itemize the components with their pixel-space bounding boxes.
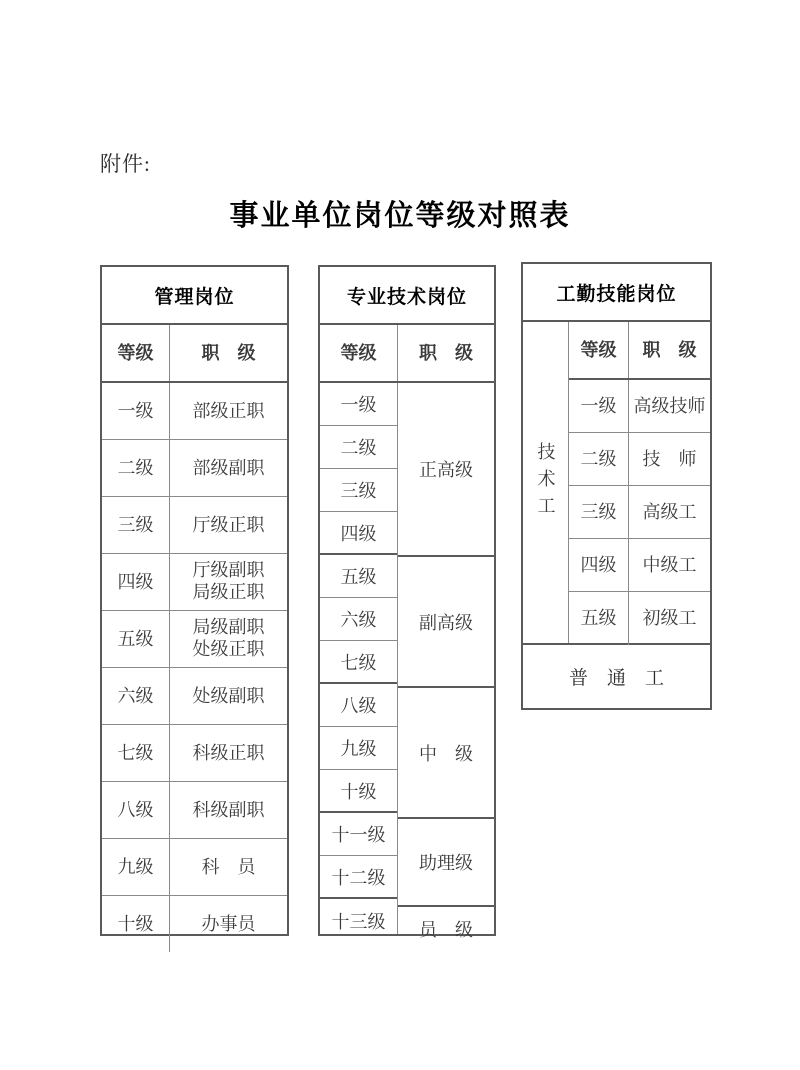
column-header-rank: 职 级: [642, 339, 697, 360]
level-cell: 十级: [102, 896, 170, 952]
level-cell: 十二级: [320, 856, 397, 899]
rank-cell: 科级正职: [192, 742, 265, 763]
page-title: 事业单位岗位等级对照表: [229, 200, 571, 232]
table-title-professional: 专业技术岗位: [320, 267, 494, 325]
rank-cell: 科 员: [201, 856, 256, 877]
table-row: [102, 725, 287, 782]
table-row: [569, 539, 710, 592]
table-header-row-management: [102, 325, 287, 383]
level-cell: 二级: [320, 426, 397, 469]
level-cell: 二级: [569, 433, 629, 485]
level-cell: 十三级: [331, 911, 386, 932]
level-cell: 五级: [320, 555, 397, 598]
rank-line-2: 局级正职: [192, 582, 265, 602]
rank-cell: 部级正职: [192, 400, 265, 421]
rank-cell: 处级副职: [192, 685, 265, 706]
level-cell: 三级: [569, 486, 629, 538]
rank-cell: 中 级: [398, 688, 494, 819]
level-cell: 九级: [102, 839, 170, 895]
level-cell: 五级: [569, 592, 629, 645]
table-title-management: 管理岗位: [102, 267, 287, 325]
level-cell: 七级: [320, 641, 397, 684]
vertical-label-cell: [523, 322, 569, 643]
level-cell: 六级: [320, 598, 397, 641]
rank-cell: 科级副职: [192, 799, 265, 820]
level-cell: 五级: [102, 611, 170, 667]
rank-cell: 中级工: [642, 554, 697, 575]
table-row: [102, 440, 287, 497]
rank-cell: [170, 611, 287, 667]
rank-column: [398, 383, 494, 940]
table-row: [102, 839, 287, 896]
column-header-level: 等级: [102, 325, 170, 381]
rank-cell: 部级副职: [192, 457, 265, 478]
level-cell: 一级: [320, 383, 397, 426]
level-cell: 十一级: [320, 813, 397, 856]
table-row: [569, 592, 710, 645]
level-cell: 三级: [320, 469, 397, 512]
rank-cell: 技 师: [642, 448, 697, 469]
table-row: [569, 433, 710, 486]
rank-cell: 员 级: [419, 919, 473, 940]
level-cell: 四级: [102, 554, 170, 610]
rank-cell: 助理级: [398, 819, 494, 907]
rank-cell: 高级工: [642, 501, 697, 522]
worker-footer-row: 普 通 工: [568, 668, 664, 689]
rank-line-1: 厅级副职: [192, 560, 265, 581]
level-cell: 一级: [569, 380, 629, 432]
table-row: [102, 668, 287, 725]
level-cell: 八级: [102, 782, 170, 838]
vertical-label-text: 技术工: [535, 442, 556, 523]
table-title-worker: 工勤技能岗位: [523, 264, 710, 322]
level-cell: 十级: [320, 770, 397, 813]
rank-line-2: 处级正职: [192, 639, 265, 659]
level-cell: 七级: [102, 725, 170, 781]
level-cell: 一级: [102, 383, 170, 439]
rank-cell: 正高级: [398, 383, 494, 557]
table-row: [102, 383, 287, 440]
rank-cell: 副高级: [398, 557, 494, 688]
table-body-professional: [320, 383, 494, 940]
table-row: [102, 497, 287, 554]
table-row: [102, 896, 287, 952]
table-row: [102, 554, 287, 611]
table-row: [569, 486, 710, 539]
table-body-worker: [523, 322, 710, 645]
level-cell: 四级: [569, 539, 629, 591]
level-cell: 六级: [102, 668, 170, 724]
level-cell: 四级: [320, 512, 397, 555]
table-row: [569, 380, 710, 433]
rank-line-1: 局级副职: [192, 617, 265, 638]
rank-cell: 高级技师: [633, 395, 706, 416]
level-cell: 九级: [320, 727, 397, 770]
column-header-level: 等级: [320, 325, 398, 381]
table-row: [102, 611, 287, 668]
level-column: [320, 383, 398, 934]
column-header-rank: 职 级: [419, 342, 473, 363]
rank-cell: 初级工: [642, 608, 697, 629]
table-header-row-professional: [320, 325, 494, 383]
level-cell: 八级: [320, 684, 397, 727]
table-professional-technical-positions: [318, 265, 496, 940]
rank-cell: 办事员: [201, 913, 256, 934]
rank-cell: 厅级正职: [192, 514, 265, 535]
rank-cell: [170, 554, 287, 610]
column-header-level: 等级: [569, 322, 629, 378]
table-row: [102, 782, 287, 839]
level-cell: 二级: [102, 440, 170, 496]
table-worker-skill-positions: [521, 262, 712, 710]
column-header-rank: 职 级: [201, 342, 256, 363]
table-header-row-worker: [569, 322, 710, 380]
worker-grid: [569, 322, 710, 643]
level-cell: 三级: [102, 497, 170, 553]
table-management-positions: [100, 265, 289, 936]
attachment-label: 附件:: [100, 152, 151, 176]
